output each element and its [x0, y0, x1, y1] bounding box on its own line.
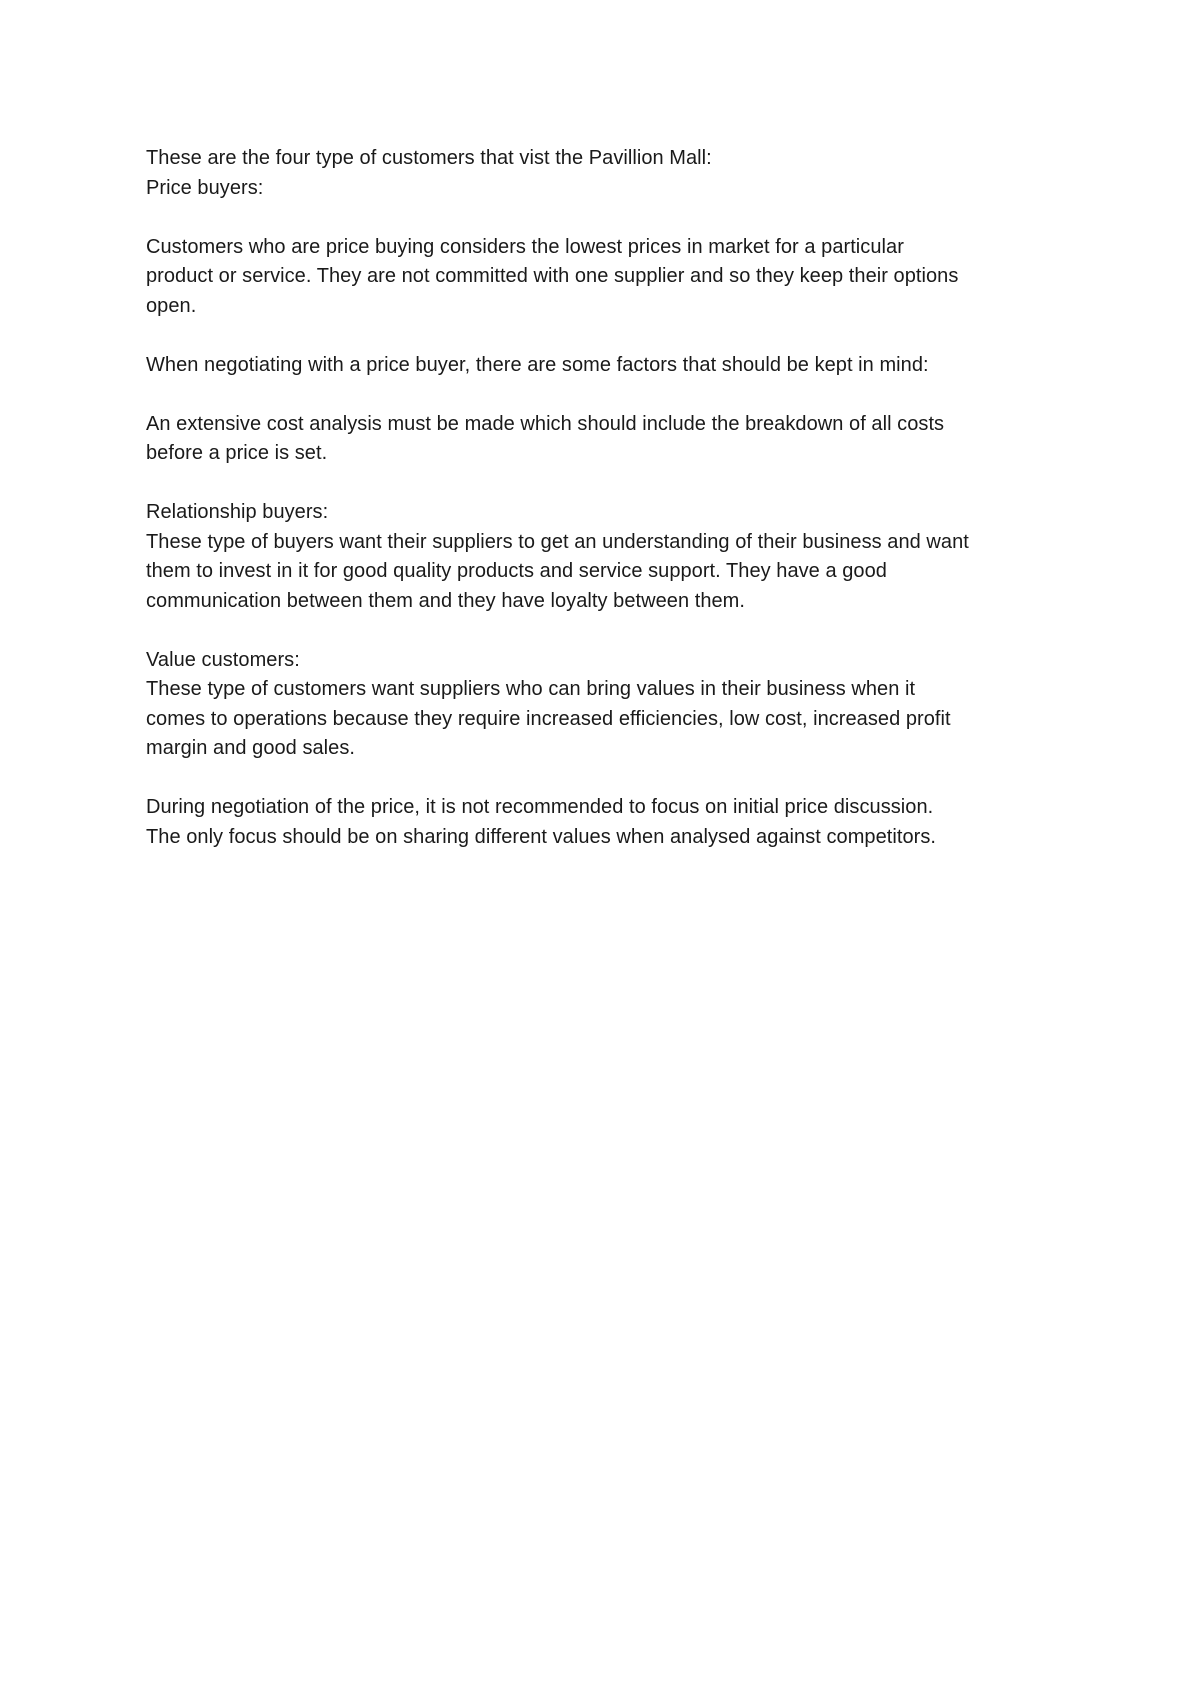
relationship-buyers-heading: Relationship buyers: [146, 501, 329, 523]
value-customers-description-line: These type of customers want suppliers who can bring values in their business when it [146, 678, 916, 700]
price-buyers-heading: Price buyers: [146, 176, 264, 199]
value-negotiation-line: During negotiation of the price, it is not recommended to focus on initial price discussion. [146, 796, 934, 818]
relationship-buyers-description-line: communication between them and they have loyalty between them. [146, 589, 745, 612]
paragraph-gap [146, 203, 1076, 233]
document-body [146, 144, 1076, 852]
relationship-buyers-description-line: These type of buyers want their suppliers to get an understanding of their business and want [146, 530, 969, 553]
cost-analysis-line: before a price is set. [146, 442, 328, 464]
price-buyers-description-line: product or service. They are not committed with one supplier and so they keep their options [146, 265, 959, 287]
price-buyers-description-line: Customers who are price buying considers the lowest prices in market for a particular [146, 235, 904, 258]
intro-text: These are the four type of customers that vist the Pavillion Mall: [146, 147, 712, 169]
value-customers-description-line: margin and good sales. [146, 737, 356, 759]
paragraph-gap [146, 616, 1076, 646]
value-customers-description-line: comes to operations because they require increased efficiencies, low cost, increased profit [146, 707, 951, 730]
value-customers-heading: Value customers: [146, 648, 300, 671]
paragraph-gap [146, 764, 1076, 794]
relationship-buyers-description-line: them to invest in it for good quality products and service support. They have a good [146, 560, 887, 582]
paragraph-gap [146, 321, 1076, 351]
value-negotiation-line: The only focus should be on sharing different values when analysed against competitors. [146, 825, 937, 848]
price-buyers-description-line: open. [146, 294, 197, 317]
price-buyers-negotiation-note: When negotiating with a price buyer, there are some factors that should be kept in mind: [146, 353, 929, 376]
cost-analysis-line: An extensive cost analysis must be made which should include the breakdown of all costs [146, 412, 945, 435]
paragraph-gap [146, 380, 1076, 410]
paragraph-gap [146, 469, 1076, 499]
